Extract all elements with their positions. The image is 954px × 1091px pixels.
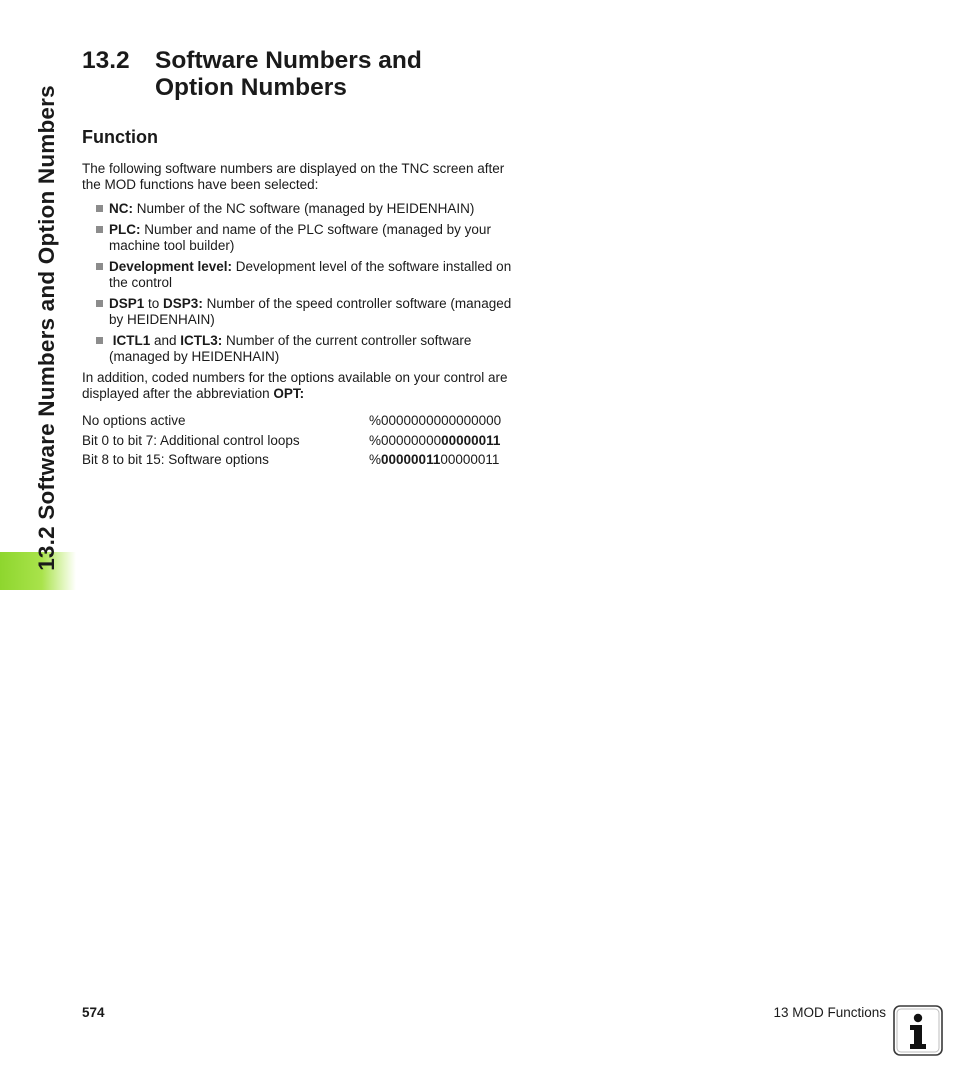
software-number-list	[96, 201, 526, 365]
table-row	[82, 411, 522, 431]
list-item-term: ICTL1	[109, 333, 151, 348]
option-label: Bit 0 to bit 7: Additional control loops	[82, 432, 300, 448]
list-item-term: DSP1	[109, 296, 145, 311]
sidebar-vertical-title-text: 13.2 Software Numbers and Option Numbers	[34, 85, 60, 571]
option-label: Bit 8 to bit 15: Software options	[82, 452, 269, 467]
chapter-number: 13.2	[82, 47, 130, 74]
bullet-square-icon	[96, 263, 103, 270]
list-item-text: Number of the current controller software (managed by HEIDENHAIN)	[109, 333, 472, 364]
option-value	[369, 431, 519, 451]
option-value-prefix: %	[369, 432, 382, 448]
chapter-title	[82, 47, 542, 101]
list-item-term: NC:	[109, 201, 133, 216]
list-item-term: Development level:	[109, 259, 233, 274]
list-item-text: Number of the NC software (managed by HEIDENHAIN)	[133, 201, 475, 216]
option-value-bold: 00000011	[441, 432, 501, 448]
table-row	[82, 431, 522, 451]
bullet-square-icon	[96, 300, 103, 307]
option-value	[369, 411, 519, 431]
option-value-plain: 00000011	[440, 452, 500, 467]
option-label: No options active	[82, 413, 186, 428]
list-item	[96, 201, 526, 217]
sidebar-vertical-title	[28, 53, 66, 603]
chapter-title-text: Software Numbers and Option Numbers	[155, 47, 422, 101]
addition-text: In addition, coded numbers for the options available on your control are displayed after the abbreviation	[82, 370, 508, 401]
bullet-square-icon	[96, 337, 103, 344]
section-heading: Function	[82, 127, 158, 147]
option-value-plain: 00000000	[381, 432, 442, 448]
list-item-text: Number and name of the PLC software (managed by your machine tool builder)	[109, 222, 491, 253]
list-item-connector: to	[144, 296, 164, 311]
option-value	[369, 450, 519, 470]
info-icon	[893, 1005, 943, 1056]
options-table	[82, 411, 522, 470]
bullet-square-icon	[96, 226, 103, 233]
list-item	[96, 296, 526, 328]
list-item-connector: and	[150, 333, 181, 348]
option-value-plain: 0000000000000000	[381, 413, 502, 428]
list-item	[96, 222, 526, 254]
intro-paragraph: The following software numbers are displayed on the TNC screen after the MOD functions have been selected:	[82, 161, 505, 192]
list-item-term: PLC:	[109, 222, 141, 237]
addition-term: OPT:	[273, 386, 305, 401]
list-item-term: ICTL3:	[180, 333, 223, 348]
page-content	[82, 47, 542, 470]
list-item	[96, 333, 526, 365]
page-number: 574	[82, 1005, 105, 1020]
option-value-prefix: %	[369, 452, 382, 467]
list-item-text: Development level of the software installed on the control	[109, 259, 512, 290]
option-value-prefix: %	[369, 413, 382, 428]
footer-chapter-label: 13 MOD Functions	[773, 1005, 886, 1020]
option-value-bold: 00000011	[381, 452, 441, 467]
list-item-term: DSP3:	[163, 296, 203, 311]
bullet-square-icon	[96, 205, 103, 212]
list-item-text: Number of the speed controller software (managed by HEIDENHAIN)	[109, 296, 512, 327]
list-item	[96, 259, 526, 291]
addition-paragraph	[82, 370, 522, 402]
table-row	[82, 450, 522, 470]
